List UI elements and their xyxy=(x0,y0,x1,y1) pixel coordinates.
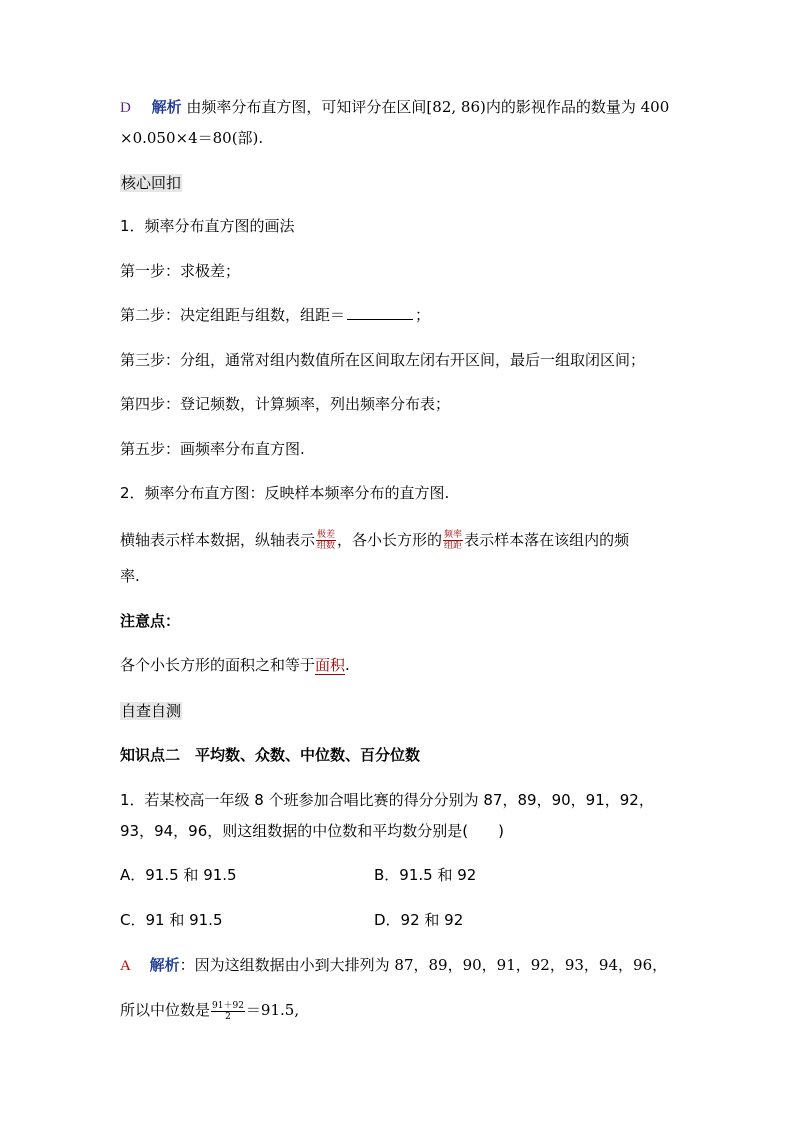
median-fraction xyxy=(211,1001,245,1022)
step-2 xyxy=(120,305,430,325)
note-text-prefix: 各个小长方形的面积之和等于 xyxy=(120,656,316,674)
item2-title: 2．频率分布直方图：反映样本频率分布的直方图. xyxy=(120,484,450,502)
heading-text: 自查自测 xyxy=(121,702,182,720)
options-row-2 xyxy=(120,910,680,930)
question-1-line-2 xyxy=(120,821,504,841)
option-d: D．92 和 92 xyxy=(374,911,464,929)
option-b: B．91.5 和 92 xyxy=(374,866,477,884)
step-5: 第五步：画频率分布直方图. xyxy=(120,440,305,458)
fraction-denominator: 2 xyxy=(225,1011,231,1022)
heading-text: 核心回扣 xyxy=(121,174,182,192)
item1-title: 1．频率分布直方图的画法 xyxy=(120,217,295,235)
answer-explanation-2-cont xyxy=(120,1000,299,1022)
fraction-range-over-groups xyxy=(316,530,336,551)
step-1: 第一步：求极差； xyxy=(120,262,241,280)
fill-blank xyxy=(347,305,413,320)
question-text: 93，94，96，则这组数据的中位数和平均数分别是( xyxy=(120,822,469,840)
answer-explanation-2 xyxy=(120,955,667,976)
fraction-numerator: 极差 xyxy=(317,530,336,540)
step-3: 第三步：分组，通常对组内数值所在区间取左闭右开区间，最后一组取闭区间； xyxy=(120,351,646,369)
axes-text-1: 横轴表示样本数据，纵轴表示 xyxy=(120,531,316,549)
axes-description-cont: 率. xyxy=(120,567,140,585)
self-check-heading xyxy=(120,701,182,721)
median-result: ＝91.5, xyxy=(245,1001,300,1019)
axes-text-2: ，各小长方形的 xyxy=(337,531,443,549)
step-2-end: ； xyxy=(415,306,431,324)
knowledge-point-title: 知识点二 平均数、众数、中位数、百分位数 xyxy=(120,746,421,764)
answer-explanation-1-cont xyxy=(120,128,263,148)
analysis-text-cont: ×0.050×4＝80(部). xyxy=(120,129,264,147)
fraction-denominator: 组数 xyxy=(317,541,336,551)
step-4: 第四步：登记频数，计算频率，列出频率分布表； xyxy=(120,395,451,413)
core-review-heading xyxy=(120,173,182,193)
analysis-label: 解析 xyxy=(151,98,182,116)
step-2-text: 第二步：决定组距与组数，组距＝ xyxy=(120,306,346,324)
option-c: C．91 和 91.5 xyxy=(120,911,223,929)
options-row-1 xyxy=(120,865,680,885)
question-paren-close: ) xyxy=(498,822,504,840)
answer-letter: D xyxy=(120,100,131,116)
option-a: A．91.5 和 91.5 xyxy=(120,866,237,884)
note-heading: 注意点： xyxy=(120,612,181,630)
question-1-line-1: 1．若某校高一年级 8 个班参加合唱比赛的得分分别为 87，89，90，91，92， xyxy=(120,791,654,809)
fraction-numerator: 频率 xyxy=(444,530,463,540)
answer-letter: A xyxy=(120,958,131,974)
fraction-numerator: 91＋92 xyxy=(212,1000,244,1011)
axes-text-3: 表示样本落在该组内的频 xyxy=(464,531,630,549)
answer-explanation-1 xyxy=(120,97,669,118)
note-answer: 面积 xyxy=(315,656,346,674)
note-text-suffix: . xyxy=(345,656,350,674)
axes-description xyxy=(120,530,629,551)
fraction-frequency-over-width xyxy=(443,530,463,551)
median-text: 所以中位数是 xyxy=(120,1001,211,1019)
fraction-denominator: 组距 xyxy=(444,541,463,551)
note-text xyxy=(120,655,350,675)
analysis-text: 由频率分布直方图，可知评分在区间[82, 86)内的影视作品的数量为 400 xyxy=(186,98,670,116)
analysis-label: 解析 xyxy=(149,956,180,974)
analysis-text: ：因为这组数据由小到大排列为 87，89，90，91，92，93，94，96， xyxy=(179,956,668,974)
